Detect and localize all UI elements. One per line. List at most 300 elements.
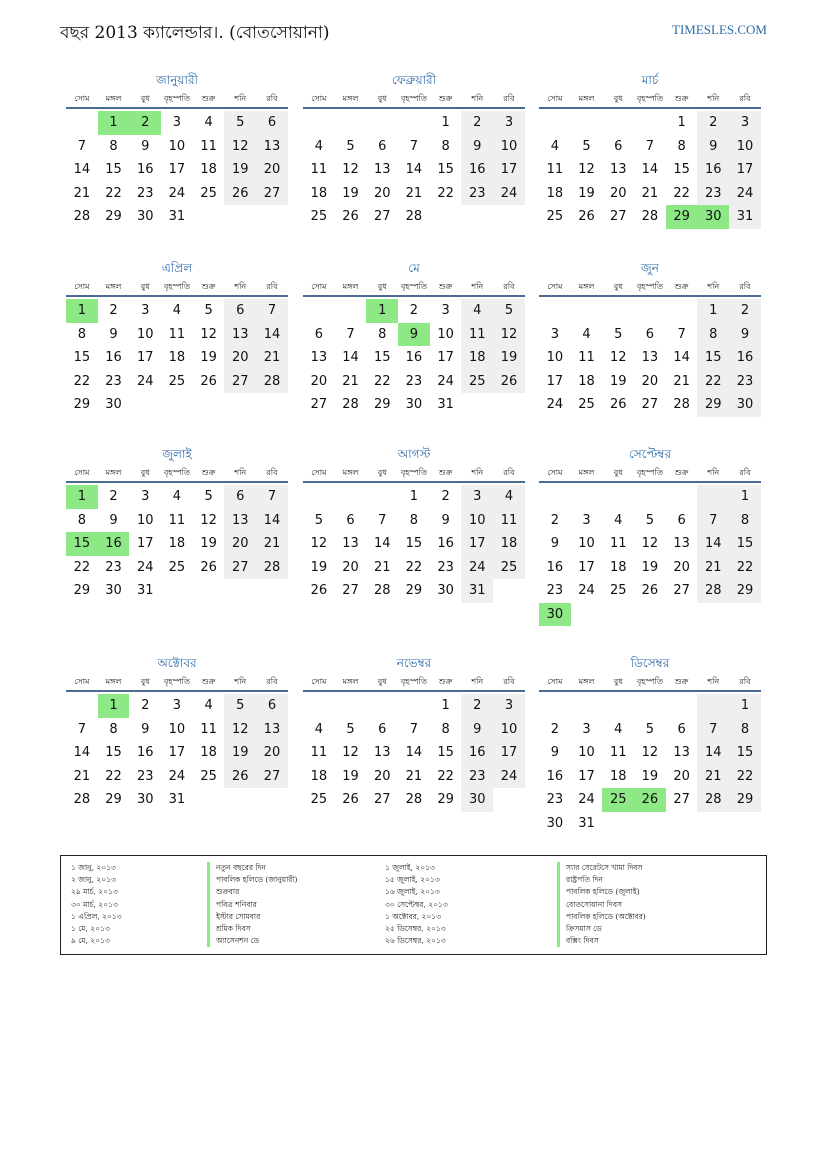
day-cell[interactable]: 18 bbox=[168, 350, 186, 365]
day-cell[interactable]: 17 bbox=[168, 745, 186, 760]
day-cell[interactable]: 24 bbox=[546, 397, 564, 412]
day-cell[interactable]: 30 bbox=[105, 397, 122, 412]
day-cell[interactable]: 16 bbox=[136, 162, 154, 177]
day-cell[interactable]: 11 bbox=[200, 138, 217, 154]
day-cell[interactable]: 20 bbox=[256, 741, 288, 765]
day-cell[interactable]: 13 bbox=[673, 745, 690, 760]
day-cell[interactable]: 23 bbox=[697, 182, 729, 206]
day-cell[interactable]: 3 bbox=[550, 326, 559, 342]
day-cell[interactable]: 12 bbox=[342, 745, 359, 760]
day-cell[interactable]: 25 bbox=[609, 583, 627, 598]
day-cell[interactable]: 21 bbox=[73, 185, 91, 201]
day-cell[interactable]: 18 bbox=[461, 346, 493, 370]
day-cell[interactable]: 1 bbox=[98, 111, 130, 135]
day-cell[interactable]: 12 bbox=[224, 718, 256, 742]
day-cell[interactable]: 23 bbox=[461, 182, 493, 206]
day-cell[interactable]: 2 bbox=[409, 303, 419, 318]
day-cell[interactable]: 31 bbox=[578, 815, 595, 831]
day-cell[interactable]: 7 bbox=[77, 721, 86, 737]
day-cell[interactable]: 16 bbox=[105, 350, 122, 365]
day-cell[interactable]: 12 bbox=[493, 323, 525, 347]
day-cell[interactable]: 21 bbox=[256, 346, 288, 370]
day-cell[interactable]: 26 bbox=[224, 182, 256, 206]
day-cell[interactable]: 3 bbox=[172, 698, 182, 713]
day-cell[interactable]: 28 bbox=[256, 556, 288, 580]
day-cell[interactable]: 4 bbox=[493, 485, 525, 509]
day-cell[interactable]: 6 bbox=[677, 512, 686, 528]
brand-link[interactable]: TIMESLES.COM bbox=[672, 22, 767, 37]
day-cell[interactable]: 16 bbox=[729, 346, 761, 370]
day-cell[interactable]: 13 bbox=[641, 350, 659, 365]
day-cell[interactable]: 20 bbox=[673, 559, 690, 575]
day-cell[interactable]: 9 bbox=[441, 512, 450, 528]
day-cell[interactable]: 18 bbox=[578, 373, 595, 389]
day-cell[interactable]: 7 bbox=[697, 509, 729, 533]
day-cell[interactable]: 5 bbox=[493, 299, 525, 323]
day-cell[interactable]: 1 bbox=[441, 115, 450, 130]
day-cell[interactable]: 31 bbox=[168, 209, 186, 224]
day-cell[interactable]: 18 bbox=[200, 745, 217, 760]
day-cell[interactable]: 8 bbox=[77, 326, 86, 342]
day-cell[interactable]: 20 bbox=[373, 185, 391, 201]
day-cell[interactable]: 16 bbox=[98, 532, 130, 556]
day-cell[interactable]: 27 bbox=[373, 792, 391, 807]
day-cell[interactable]: 19 bbox=[224, 741, 256, 765]
day-cell[interactable]: 14 bbox=[641, 162, 659, 177]
day-cell[interactable]: 28 bbox=[73, 209, 91, 224]
day-cell[interactable]: 14 bbox=[342, 350, 359, 365]
day-cell[interactable]: 8 bbox=[441, 138, 450, 154]
day-cell[interactable]: 10 bbox=[729, 135, 761, 159]
day-cell[interactable]: 11 bbox=[609, 745, 627, 760]
day-cell[interactable]: 19 bbox=[224, 158, 256, 182]
day-cell[interactable]: 19 bbox=[641, 559, 659, 575]
day-cell[interactable]: 13 bbox=[256, 718, 288, 742]
day-cell[interactable]: 28 bbox=[697, 579, 729, 603]
day-cell[interactable]: 13 bbox=[256, 135, 288, 159]
day-cell[interactable]: 20 bbox=[609, 185, 627, 201]
day-cell[interactable]: 8 bbox=[378, 326, 387, 342]
day-cell[interactable]: 17 bbox=[546, 373, 564, 389]
day-cell[interactable]: 1 bbox=[66, 485, 98, 509]
day-cell[interactable]: 21 bbox=[697, 556, 729, 580]
day-cell[interactable]: 20 bbox=[256, 158, 288, 182]
day-cell[interactable]: 7 bbox=[378, 512, 387, 528]
day-cell[interactable]: 16 bbox=[437, 536, 454, 551]
day-cell[interactable]: 13 bbox=[373, 162, 391, 177]
day-cell[interactable]: 24 bbox=[461, 556, 493, 580]
day-cell[interactable]: 12 bbox=[310, 536, 328, 551]
day-cell[interactable]: 22 bbox=[437, 185, 454, 201]
day-cell[interactable]: 23 bbox=[105, 559, 122, 575]
day-cell[interactable]: 18 bbox=[609, 559, 627, 575]
day-cell[interactable]: 7 bbox=[256, 485, 288, 509]
day-cell[interactable]: 21 bbox=[405, 768, 423, 784]
day-cell[interactable]: 14 bbox=[697, 741, 729, 765]
day-cell[interactable]: 23 bbox=[136, 768, 154, 784]
day-cell[interactable]: 4 bbox=[172, 489, 182, 504]
day-cell[interactable]: 7 bbox=[677, 326, 686, 342]
day-cell[interactable]: 1 bbox=[409, 489, 419, 504]
day-cell[interactable]: 29 bbox=[73, 583, 91, 598]
day-cell[interactable]: 3 bbox=[141, 303, 150, 318]
day-cell[interactable]: 18 bbox=[546, 185, 564, 201]
day-cell[interactable]: 21 bbox=[405, 185, 423, 201]
day-cell[interactable]: 24 bbox=[437, 373, 454, 389]
day-cell[interactable]: 14 bbox=[373, 536, 391, 551]
day-cell[interactable]: 31 bbox=[461, 579, 493, 603]
day-cell[interactable]: 3 bbox=[461, 485, 493, 509]
day-cell[interactable]: 25 bbox=[310, 792, 328, 807]
day-cell[interactable]: 9 bbox=[550, 745, 559, 760]
day-cell[interactable]: 29 bbox=[105, 792, 122, 807]
day-cell[interactable]: 17 bbox=[578, 559, 595, 575]
day-cell[interactable]: 15 bbox=[105, 162, 122, 177]
day-cell[interactable]: 5 bbox=[204, 489, 213, 504]
day-cell[interactable]: 17 bbox=[437, 350, 454, 365]
day-cell[interactable]: 22 bbox=[673, 185, 690, 201]
day-cell[interactable]: 7 bbox=[409, 138, 419, 154]
day-cell[interactable]: 5 bbox=[645, 721, 655, 737]
day-cell[interactable]: 14 bbox=[697, 532, 729, 556]
day-cell[interactable]: 23 bbox=[546, 792, 564, 807]
day-cell[interactable]: 23 bbox=[136, 185, 154, 201]
day-cell[interactable]: 1 bbox=[66, 299, 98, 323]
day-cell[interactable]: 30 bbox=[136, 792, 154, 807]
day-cell[interactable]: 13 bbox=[224, 323, 256, 347]
day-cell[interactable]: 8 bbox=[729, 509, 761, 533]
day-cell[interactable]: 3 bbox=[441, 303, 450, 318]
day-cell[interactable]: 4 bbox=[614, 721, 623, 737]
day-cell[interactable]: 24 bbox=[168, 768, 186, 784]
day-cell[interactable]: 19 bbox=[342, 185, 359, 201]
day-cell[interactable]: 12 bbox=[342, 162, 359, 177]
day-cell[interactable]: 15 bbox=[729, 741, 761, 765]
day-cell[interactable]: 25 bbox=[546, 209, 564, 224]
day-cell[interactable]: 15 bbox=[405, 536, 423, 551]
day-cell[interactable]: 25 bbox=[200, 185, 217, 201]
day-cell[interactable]: 3 bbox=[493, 111, 525, 135]
day-cell[interactable]: 13 bbox=[373, 745, 391, 760]
day-cell[interactable]: 3 bbox=[582, 512, 591, 528]
day-cell[interactable]: 11 bbox=[609, 536, 627, 551]
day-cell[interactable]: 16 bbox=[697, 158, 729, 182]
day-cell[interactable]: 12 bbox=[578, 162, 595, 177]
day-cell[interactable]: 28 bbox=[697, 788, 729, 812]
day-cell[interactable]: 24 bbox=[493, 182, 525, 206]
day-cell[interactable]: 15 bbox=[673, 162, 690, 177]
day-cell[interactable]: 12 bbox=[200, 512, 217, 528]
day-cell[interactable]: 31 bbox=[437, 397, 454, 412]
day-cell[interactable]: 25 bbox=[602, 788, 634, 812]
day-cell[interactable]: 2 bbox=[729, 299, 761, 323]
day-cell[interactable]: 29 bbox=[666, 205, 698, 229]
day-cell[interactable]: 13 bbox=[342, 536, 359, 551]
day-cell[interactable]: 9 bbox=[729, 323, 761, 347]
day-cell[interactable]: 31 bbox=[168, 792, 186, 807]
day-cell[interactable]: 19 bbox=[310, 559, 328, 575]
day-cell[interactable]: 24 bbox=[578, 583, 595, 598]
day-cell[interactable]: 8 bbox=[729, 718, 761, 742]
day-cell[interactable]: 25 bbox=[461, 370, 493, 394]
day-cell[interactable]: 11 bbox=[310, 745, 328, 760]
day-cell[interactable]: 15 bbox=[437, 162, 454, 177]
day-cell[interactable]: 17 bbox=[168, 162, 186, 177]
day-cell[interactable]: 19 bbox=[578, 185, 595, 201]
day-cell[interactable]: 11 bbox=[168, 512, 186, 528]
day-cell[interactable]: 4 bbox=[614, 512, 623, 528]
day-cell[interactable]: 21 bbox=[342, 373, 359, 389]
day-cell[interactable]: 11 bbox=[578, 350, 595, 365]
day-cell[interactable]: 7 bbox=[346, 326, 355, 342]
day-cell[interactable]: 18 bbox=[493, 532, 525, 556]
day-cell[interactable]: 22 bbox=[729, 765, 761, 789]
day-cell[interactable]: 3 bbox=[172, 115, 182, 130]
day-cell[interactable]: 15 bbox=[66, 532, 98, 556]
day-cell[interactable]: 29 bbox=[373, 397, 391, 412]
day-cell[interactable]: 1 bbox=[98, 694, 130, 718]
day-cell[interactable]: 13 bbox=[673, 536, 690, 551]
day-cell[interactable]: 21 bbox=[373, 559, 391, 575]
day-cell[interactable]: 18 bbox=[200, 162, 217, 177]
day-cell[interactable]: 24 bbox=[136, 373, 154, 389]
day-cell[interactable]: 27 bbox=[342, 583, 359, 598]
day-cell[interactable]: 4 bbox=[314, 721, 323, 737]
day-cell[interactable]: 7 bbox=[645, 138, 655, 154]
day-cell[interactable]: 5 bbox=[346, 138, 355, 154]
day-cell[interactable]: 14 bbox=[405, 745, 423, 760]
day-cell[interactable]: 22 bbox=[405, 559, 423, 575]
day-cell[interactable]: 30 bbox=[136, 209, 154, 224]
day-cell[interactable]: 3 bbox=[729, 111, 761, 135]
day-cell[interactable]: 23 bbox=[437, 559, 454, 575]
day-cell[interactable]: 29 bbox=[405, 583, 423, 598]
day-cell[interactable]: 12 bbox=[609, 350, 627, 365]
day-cell[interactable]: 27 bbox=[641, 397, 659, 412]
day-cell[interactable]: 31 bbox=[729, 205, 761, 229]
day-cell[interactable]: 1 bbox=[677, 115, 686, 130]
day-cell[interactable]: 10 bbox=[136, 326, 154, 342]
day-cell[interactable]: 31 bbox=[136, 583, 154, 598]
day-cell[interactable]: 5 bbox=[614, 326, 623, 342]
day-cell[interactable]: 6 bbox=[346, 512, 355, 528]
day-cell[interactable]: 8 bbox=[409, 512, 419, 528]
day-cell[interactable]: 23 bbox=[405, 373, 423, 389]
day-cell[interactable]: 6 bbox=[256, 694, 288, 718]
day-cell[interactable]: 14 bbox=[73, 162, 91, 177]
day-cell[interactable]: 28 bbox=[73, 792, 91, 807]
day-cell[interactable]: 10 bbox=[493, 718, 525, 742]
day-cell[interactable]: 15 bbox=[105, 745, 122, 760]
day-cell[interactable]: 20 bbox=[224, 532, 256, 556]
day-cell[interactable]: 7 bbox=[697, 718, 729, 742]
day-cell[interactable]: 25 bbox=[310, 209, 328, 224]
day-cell[interactable]: 21 bbox=[673, 373, 690, 389]
day-cell[interactable]: 6 bbox=[614, 138, 623, 154]
day-cell[interactable]: 29 bbox=[105, 209, 122, 224]
day-cell[interactable]: 28 bbox=[342, 397, 359, 412]
day-cell[interactable]: 29 bbox=[697, 393, 729, 417]
day-cell[interactable]: 25 bbox=[578, 397, 595, 412]
day-cell[interactable]: 12 bbox=[200, 326, 217, 342]
day-cell[interactable]: 5 bbox=[224, 694, 256, 718]
day-cell[interactable]: 20 bbox=[224, 346, 256, 370]
day-cell[interactable]: 18 bbox=[310, 185, 328, 201]
day-cell[interactable]: 22 bbox=[73, 559, 91, 575]
day-cell[interactable]: 2 bbox=[109, 489, 118, 504]
day-cell[interactable]: 2 bbox=[109, 303, 118, 318]
day-cell[interactable]: 27 bbox=[310, 397, 328, 412]
day-cell[interactable]: 17 bbox=[493, 158, 525, 182]
day-cell[interactable]: 10 bbox=[493, 135, 525, 159]
day-cell[interactable]: 13 bbox=[609, 162, 627, 177]
day-cell[interactable]: 17 bbox=[578, 768, 595, 784]
day-cell[interactable]: 2 bbox=[550, 721, 559, 737]
day-cell[interactable]: 26 bbox=[342, 792, 359, 807]
day-cell[interactable]: 30 bbox=[697, 205, 729, 229]
day-cell[interactable]: 27 bbox=[609, 209, 627, 224]
day-cell[interactable]: 18 bbox=[310, 768, 328, 784]
day-cell[interactable]: 27 bbox=[224, 556, 256, 580]
day-cell[interactable]: 10 bbox=[168, 138, 186, 154]
day-cell[interactable]: 28 bbox=[405, 792, 423, 807]
day-cell[interactable]: 10 bbox=[578, 536, 595, 551]
day-cell[interactable]: 22 bbox=[73, 373, 91, 389]
day-cell[interactable]: 20 bbox=[641, 373, 659, 389]
day-cell[interactable]: 9 bbox=[461, 135, 493, 159]
day-cell[interactable]: 21 bbox=[641, 185, 659, 201]
day-cell[interactable]: 6 bbox=[677, 721, 686, 737]
day-cell[interactable]: 21 bbox=[697, 765, 729, 789]
day-cell[interactable]: 6 bbox=[314, 326, 323, 342]
day-cell[interactable]: 22 bbox=[697, 370, 729, 394]
day-cell[interactable]: 8 bbox=[109, 138, 118, 154]
day-cell[interactable]: 1 bbox=[729, 485, 761, 509]
day-cell[interactable]: 2 bbox=[461, 694, 493, 718]
day-cell[interactable]: 28 bbox=[641, 209, 659, 224]
day-cell[interactable]: 30 bbox=[437, 583, 454, 598]
day-cell[interactable]: 16 bbox=[546, 559, 564, 575]
day-cell[interactable]: 26 bbox=[578, 209, 595, 224]
day-cell[interactable]: 9 bbox=[697, 135, 729, 159]
day-cell[interactable]: 26 bbox=[609, 397, 627, 412]
day-cell[interactable]: 16 bbox=[546, 768, 564, 784]
day-cell[interactable]: 8 bbox=[109, 721, 118, 737]
day-cell[interactable]: 4 bbox=[461, 299, 493, 323]
day-cell[interactable]: 5 bbox=[204, 303, 213, 318]
day-cell[interactable]: 2 bbox=[141, 698, 150, 713]
day-cell[interactable]: 1 bbox=[697, 299, 729, 323]
day-cell[interactable]: 20 bbox=[310, 373, 328, 389]
day-cell[interactable]: 18 bbox=[609, 768, 627, 784]
day-cell[interactable]: 24 bbox=[136, 559, 154, 575]
day-cell[interactable]: 21 bbox=[256, 532, 288, 556]
day-cell[interactable]: 15 bbox=[73, 350, 91, 365]
day-cell[interactable]: 11 bbox=[461, 323, 493, 347]
day-cell[interactable]: 30 bbox=[546, 815, 564, 831]
day-cell[interactable]: 7 bbox=[77, 138, 86, 154]
day-cell[interactable]: 17 bbox=[461, 532, 493, 556]
day-cell[interactable]: 19 bbox=[493, 346, 525, 370]
day-cell[interactable]: 14 bbox=[405, 162, 423, 177]
day-cell[interactable]: 26 bbox=[200, 559, 217, 575]
day-cell[interactable]: 28 bbox=[405, 209, 423, 224]
day-cell[interactable]: 27 bbox=[256, 765, 288, 789]
day-cell[interactable]: 11 bbox=[310, 162, 328, 177]
day-cell[interactable]: 19 bbox=[200, 536, 217, 551]
day-cell[interactable]: 16 bbox=[461, 741, 493, 765]
day-cell[interactable]: 28 bbox=[673, 397, 690, 412]
day-cell[interactable]: 23 bbox=[461, 765, 493, 789]
day-cell[interactable]: 8 bbox=[77, 512, 86, 528]
day-cell[interactable]: 19 bbox=[342, 768, 359, 784]
day-cell[interactable]: 26 bbox=[641, 583, 659, 598]
day-cell[interactable]: 1 bbox=[366, 299, 398, 323]
day-cell[interactable]: 22 bbox=[105, 185, 122, 201]
day-cell[interactable]: 25 bbox=[168, 373, 186, 389]
day-cell[interactable]: 29 bbox=[729, 788, 761, 812]
day-cell[interactable]: 30 bbox=[539, 603, 571, 627]
day-cell[interactable]: 27 bbox=[673, 792, 690, 807]
day-cell[interactable]: 11 bbox=[546, 162, 564, 177]
day-cell[interactable]: 27 bbox=[373, 209, 391, 224]
day-cell[interactable]: 7 bbox=[409, 721, 419, 737]
day-cell[interactable]: 1 bbox=[729, 694, 761, 718]
day-cell[interactable]: 19 bbox=[641, 768, 659, 784]
day-cell[interactable]: 15 bbox=[729, 532, 761, 556]
day-cell[interactable]: 29 bbox=[73, 397, 91, 412]
day-cell[interactable]: 17 bbox=[493, 741, 525, 765]
day-cell[interactable]: 17 bbox=[136, 536, 154, 551]
day-cell[interactable]: 12 bbox=[224, 135, 256, 159]
day-cell[interactable]: 12 bbox=[641, 745, 659, 760]
day-cell[interactable]: 3 bbox=[141, 489, 150, 504]
day-cell[interactable]: 2 bbox=[550, 512, 559, 528]
day-cell[interactable]: 23 bbox=[729, 370, 761, 394]
day-cell[interactable]: 4 bbox=[314, 138, 323, 154]
day-cell[interactable]: 28 bbox=[256, 370, 288, 394]
day-cell[interactable]: 10 bbox=[461, 509, 493, 533]
day-cell[interactable]: 11 bbox=[168, 326, 186, 342]
day-cell[interactable]: 22 bbox=[437, 768, 454, 784]
day-cell[interactable]: 9 bbox=[141, 138, 150, 154]
day-cell[interactable]: 11 bbox=[493, 509, 525, 533]
day-cell[interactable]: 8 bbox=[677, 138, 686, 154]
day-cell[interactable]: 30 bbox=[105, 583, 122, 598]
day-cell[interactable]: 25 bbox=[200, 768, 217, 784]
day-cell[interactable]: 10 bbox=[546, 350, 564, 365]
day-cell[interactable]: 6 bbox=[378, 721, 387, 737]
day-cell[interactable]: 27 bbox=[673, 583, 690, 598]
day-cell[interactable]: 16 bbox=[461, 158, 493, 182]
day-cell[interactable]: 26 bbox=[342, 209, 359, 224]
day-cell[interactable]: 5 bbox=[224, 111, 256, 135]
day-cell[interactable]: 2 bbox=[441, 489, 450, 504]
day-cell[interactable]: 15 bbox=[437, 745, 454, 760]
day-cell[interactable]: 5 bbox=[582, 138, 591, 154]
day-cell[interactable]: 29 bbox=[729, 579, 761, 603]
day-cell[interactable]: 23 bbox=[105, 373, 122, 389]
day-cell[interactable]: 10 bbox=[136, 512, 154, 528]
day-cell[interactable]: 9 bbox=[141, 721, 150, 737]
day-cell[interactable]: 14 bbox=[73, 745, 91, 760]
day-cell[interactable]: 24 bbox=[578, 792, 595, 807]
day-cell[interactable]: 26 bbox=[310, 583, 328, 598]
day-cell[interactable]: 9 bbox=[550, 536, 559, 551]
day-cell[interactable]: 13 bbox=[224, 509, 256, 533]
day-cell[interactable]: 3 bbox=[582, 721, 591, 737]
day-cell[interactable]: 8 bbox=[697, 323, 729, 347]
